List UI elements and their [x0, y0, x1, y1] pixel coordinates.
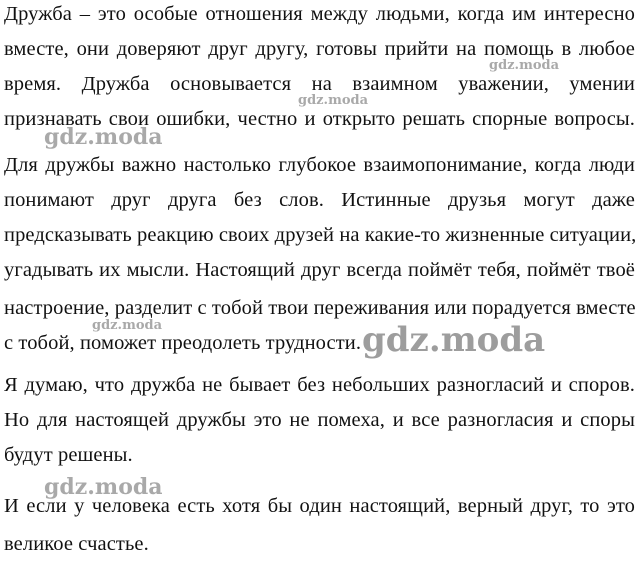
text-line-10: с тобой, поможет преодолеть трудности.: [4, 332, 362, 354]
text-line-9: настроение, разделит с тобой твои переживания или порадуется вместе: [4, 297, 636, 319]
watermark-gdz-moda: gdz.moda: [92, 318, 163, 333]
watermark-gdz-moda: gdz.moda: [298, 93, 369, 108]
text-line-6: понимают друг друга без слов. Истинные друзья могут даже: [4, 189, 635, 211]
text-line-8: угадывать их мысли. Настоящий друг всегда поймёт тебя, поймёт твоё: [4, 259, 635, 281]
watermark-gdz-moda: gdz.moda: [44, 124, 163, 150]
watermark-gdz-moda: gdz.moda: [362, 320, 546, 360]
text-line-3: время. Дружба основывается на взаимном уважении, умении: [4, 73, 635, 95]
watermark-gdz-moda: gdz.moda: [44, 474, 163, 500]
text-line-14: И если у человека есть хотя бы один настоящий, верный друг, то это: [4, 495, 635, 517]
watermark-gdz-moda: gdz.moda: [489, 58, 560, 73]
text-line-2: вместе, они доверяют друг другу, готовы прийти на помощь в любое: [4, 38, 635, 60]
text-line-15: великое счастье.: [4, 533, 149, 555]
text-line-7: предсказывать реакцию своих друзей на какие-то жизненные ситуации,: [4, 224, 637, 246]
text-line-13: будут решены.: [4, 444, 133, 466]
text-line-5: Для дружбы важно настолько глубокое взаимопонимание, когда люди: [4, 154, 635, 176]
text-line-11: Я думаю, что дружба не бывает без небольших разногласий и споров.: [4, 374, 635, 396]
text-line-12: Но для настоящей дружбы это не помеха, и все разногласия и споры: [4, 409, 635, 431]
text-line-1: Дружба – это особые отношения между людьми, когда им интересно: [4, 3, 635, 25]
text-line-4: признавать свои ошибки, честно и открыто решать спорные вопросы.: [4, 108, 635, 130]
